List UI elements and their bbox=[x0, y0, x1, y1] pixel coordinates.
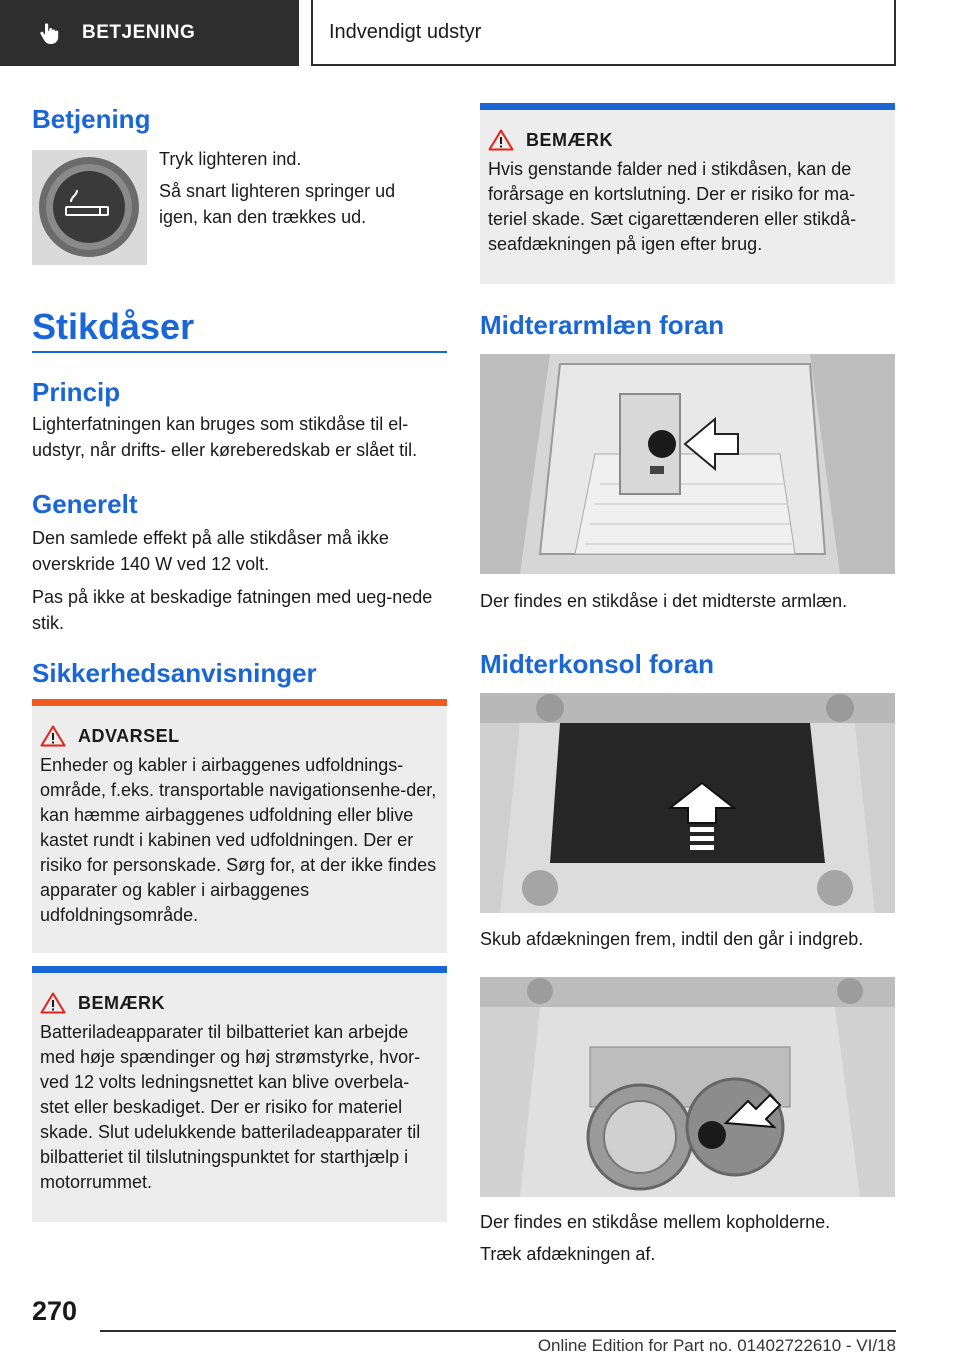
lighter-image bbox=[32, 150, 147, 265]
armlaen-caption: Der findes en stikdåse i det midterste armlæn. bbox=[480, 591, 848, 611]
generelt-text1: Den samlede effekt på alle stikdåser må ikke overskride 140 W ved 12 volt. bbox=[32, 528, 389, 574]
bemaerk-box-left bbox=[32, 966, 447, 1222]
console-cover-illustration bbox=[480, 693, 895, 913]
betjening-heading: Betjening bbox=[32, 104, 151, 134]
bemaerk-title-right: BEMÆRK bbox=[526, 129, 613, 150]
advarsel-text: Enheder og kabler i airbaggenes udfoldnings-område, f.eks. transportable navigationsenhe-der, kan hæmme airbaggenes udfoldning eller blive kastet rundt i kabinen ved udfoldningen. Der er risiko for personskade. Sørg for, at der ikke findes apparater og kabler i airbaggenes udfoldningsområde. bbox=[40, 755, 437, 925]
bemaerk-text-left: Batteriladeapparater til bilbatteriet kan arbejde med høje spændinger og høj strømstyrke, hvor-ved 12 volts ledningsnettet kan blive overbela-stet eller beskadiget. Der er risiko for materiel skade. Slut udelukkende batteriladeapparater til bilbatteriet til tilslutningspunktet for starthjælp i motorrummet. bbox=[40, 1022, 421, 1192]
princip-heading: Princip bbox=[32, 377, 121, 407]
warning-triangle-icon bbox=[488, 129, 514, 151]
console-cover-image bbox=[480, 693, 895, 913]
betjening-line1: Tryk lighteren ind. bbox=[159, 149, 302, 169]
konsol-caption1: Skub afdækningen frem, indtil den går i indgreb. bbox=[480, 929, 864, 949]
notice-bar bbox=[480, 103, 895, 110]
warning-triangle-icon bbox=[40, 992, 66, 1014]
footer-edition: Online Edition for Part no. 01402722610 - VI/18 bbox=[537, 1336, 896, 1355]
header-section-tab bbox=[0, 0, 299, 66]
bemaerk-text-right: Hvis genstande falder ned i stikdåsen, kan de forårsage en kortslutning. Der er risiko for ma-teriel skade. Sæt cigarettænderen eller stikdå-seafdækningen på igen efter brug. bbox=[488, 159, 857, 254]
bemaerk-box-right bbox=[480, 103, 895, 284]
hand-pointer-icon bbox=[38, 21, 62, 45]
header-topic-tab bbox=[311, 0, 896, 66]
princip-text: Lighterfatningen kan bruges som stikdåse til el-udstyr, når drifts- eller køreberedskab er slået til. bbox=[32, 414, 418, 460]
cigarette-lighter-illustration bbox=[32, 150, 147, 265]
heading-underline bbox=[32, 351, 447, 353]
advarsel-title: ADVARSEL bbox=[78, 725, 180, 746]
armlaen-heading: Midterarmlæn foran bbox=[480, 310, 725, 340]
stikdaaser-heading: Stikdåser bbox=[32, 306, 195, 347]
konsol-caption3: Træk afdækningen af. bbox=[480, 1244, 656, 1264]
page-number: 270 bbox=[32, 1296, 78, 1326]
generelt-heading: Generelt bbox=[32, 489, 138, 519]
konsol-caption2: Der findes en stikdåse mellem kopholderne. bbox=[480, 1212, 831, 1232]
header-section-label: BETJENING bbox=[82, 22, 196, 43]
cupholder-illustration bbox=[480, 977, 895, 1197]
armrest-image bbox=[480, 354, 895, 574]
footer-divider bbox=[100, 1330, 896, 1332]
notice-bar bbox=[32, 966, 447, 973]
sikkerhed-heading: Sikkerhedsanvisninger bbox=[32, 658, 317, 688]
warning-triangle-icon bbox=[40, 725, 66, 747]
advarsel-box bbox=[32, 699, 447, 953]
betjening-line2: Så snart lighteren springer ud igen, kan den trækkes ud. bbox=[159, 181, 396, 227]
header-topic-label: Indvendigt udstyr bbox=[329, 20, 482, 43]
konsol-heading: Midterkonsol foran bbox=[480, 649, 715, 679]
generelt-text2: Pas på ikke at beskadige fatningen med ueg-nede stik. bbox=[32, 587, 433, 633]
cupholder-image bbox=[480, 977, 895, 1197]
bemaerk-title-left: BEMÆRK bbox=[78, 992, 165, 1013]
warning-bar bbox=[32, 699, 447, 706]
armrest-illustration bbox=[480, 354, 895, 574]
